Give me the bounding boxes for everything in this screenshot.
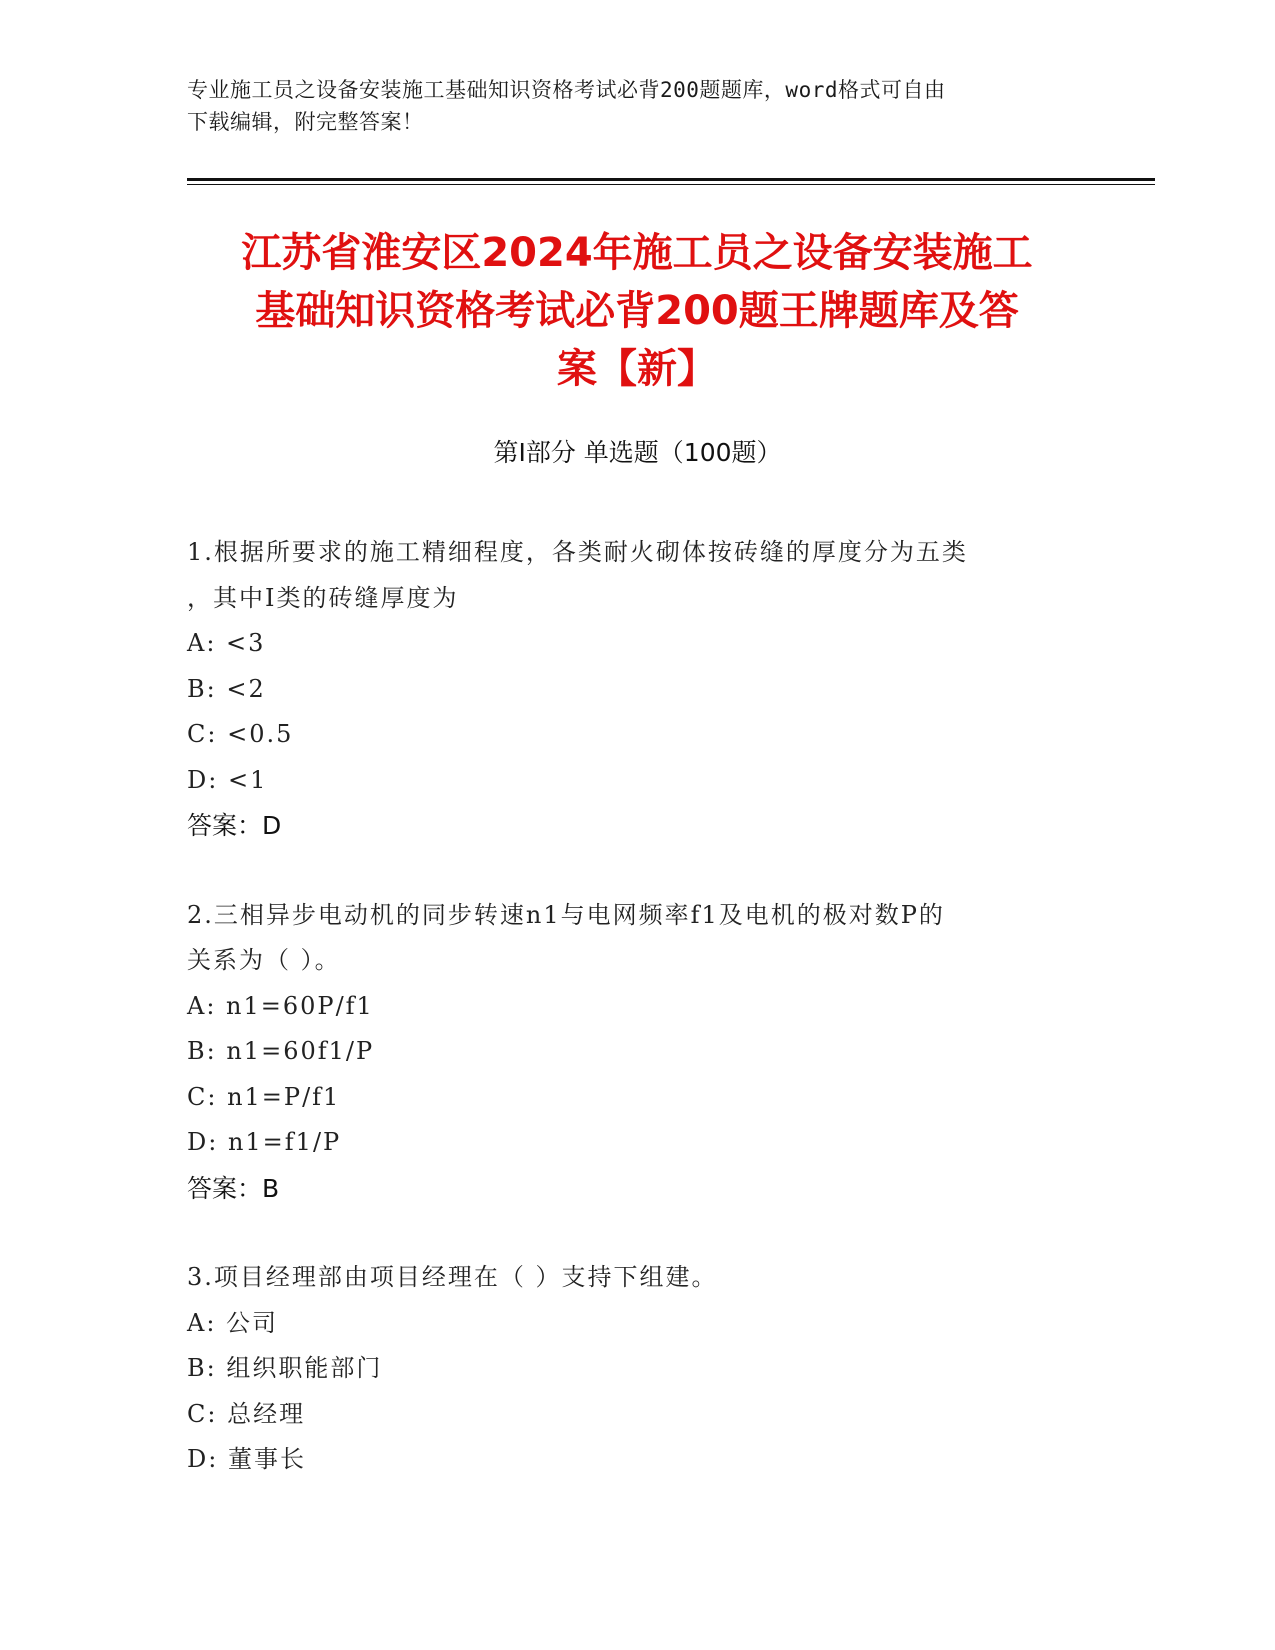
answer-label: 答案：B xyxy=(187,1173,280,1203)
question-item xyxy=(187,530,1087,849)
header-note-line: 下载编辑，附完整答案！ xyxy=(187,110,424,134)
title-line: 基础知识资格考试必背200题王牌题库及答 xyxy=(255,288,1019,334)
option-c: C: 总经理 xyxy=(187,1399,306,1428)
option-d: D: 董事长 xyxy=(187,1445,306,1473)
section-heading: 第I部分 单选题（100题） xyxy=(493,438,782,467)
option-c: C: <0.5 xyxy=(187,720,294,748)
header-divider-thin xyxy=(187,184,1155,185)
question-item xyxy=(187,1255,1087,1483)
question-stem: ，其中Ⅰ类的砖缝厚度为 xyxy=(187,583,459,612)
option-b: B: <2 xyxy=(187,674,266,703)
document-title xyxy=(137,224,1137,398)
question-stem: 关系为（ ）。 xyxy=(187,946,341,974)
option-d: D: n1=f1/P xyxy=(187,1128,342,1156)
question-stem: 1.根据所要求的施工精细程度，各类耐火砌体按砖缝的厚度分为五类 xyxy=(187,538,968,566)
option-b: B: 组织职能部门 xyxy=(187,1354,383,1382)
option-c: C: n1=P/f1 xyxy=(187,1082,341,1111)
header-divider-thick xyxy=(187,178,1155,181)
title-line: 江苏省淮安区2024年施工员之设备安装施工 xyxy=(241,230,1033,276)
header-note-line: 专业施工员之设备安装施工基础知识资格考试必背200题题库，word格式可自由 xyxy=(187,78,946,102)
question-item xyxy=(187,893,1087,1212)
header-note xyxy=(187,74,1087,138)
title-line: 案【新】 xyxy=(557,346,717,392)
question-stem: 2.三相异步电动机的同步转速n1与电网频率f1及电机的极对数P的 xyxy=(187,900,945,929)
question-list xyxy=(187,530,1087,1527)
answer-label: 答案：D xyxy=(187,811,282,840)
option-d: D: <1 xyxy=(187,765,268,794)
option-b: B: n1=60f1/P xyxy=(187,1037,375,1065)
option-a: A: <3 xyxy=(187,629,266,657)
question-stem: 3.项目经理部由项目经理在（ ）支持下组建。 xyxy=(187,1263,718,1291)
option-a: A: 公司 xyxy=(187,1308,279,1337)
option-a: A: n1=60P/f1 xyxy=(187,991,374,1020)
